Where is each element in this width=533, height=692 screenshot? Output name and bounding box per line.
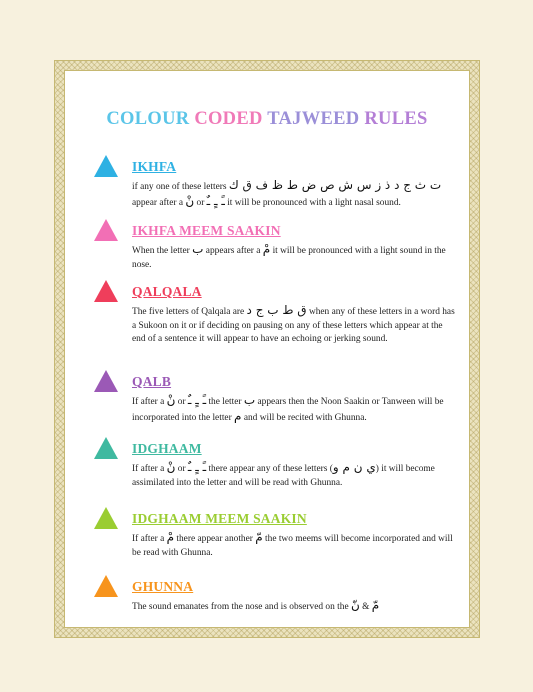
description-text: if any one of these letters [132, 182, 229, 192]
description-text: and will be recited with Ghunna. [241, 412, 367, 423]
rule-description [132, 461, 456, 490]
rule-title: QALB [132, 374, 172, 389]
arabic-letters: ب [243, 393, 256, 407]
title-word-2: CODED [194, 109, 263, 129]
description-text: it will be pronounced with a light sound in the nose. [132, 246, 446, 270]
page-title [65, 109, 469, 130]
rule-title: IDGHAAM MEEM SAAKIN [132, 511, 307, 526]
triangle-icon [94, 437, 118, 459]
arabic-letters: ـً ـٍ ـٌ [187, 393, 207, 407]
description-text: there appear any of these letters ( [206, 464, 333, 474]
title-word-3: TAJWEED [267, 109, 360, 129]
rule-description [132, 243, 456, 272]
rule-title: QALQALA [132, 284, 202, 299]
arabic-letters: م [234, 408, 242, 423]
description-text: or [175, 397, 188, 407]
rule-title: IKHFA [132, 159, 177, 174]
title-word-1: COLOUR [106, 109, 190, 129]
description-text: The five letters of Qalqala are [132, 307, 247, 317]
triangle-icon [94, 155, 118, 177]
rule-title: GHUNNA [132, 579, 194, 594]
rule-description [132, 394, 456, 425]
description-text: & [359, 602, 372, 612]
arabic-letters: نْ [185, 193, 195, 208]
description-text: The sound emanates from the nose and is observed on the [132, 602, 351, 612]
description-text: appear after a [132, 197, 186, 208]
rule-title: IDGHAAM [132, 441, 202, 456]
arabic-letters: ي ن م و [332, 460, 376, 474]
description-text: If after a [132, 534, 167, 544]
description-text: the letter [206, 397, 244, 407]
description-text: there appear another [174, 534, 256, 544]
arabic-letters: مْ [262, 242, 271, 256]
description-text: when any of these letters in a word has a Sukoon on it or if deciding on pausing on any of these letters which appear at the end of a sentence it will appear to have an echoing or jerking sound. [132, 307, 455, 344]
arabic-letters: مْ [166, 530, 175, 544]
title-word-4: RULES [364, 109, 428, 129]
arabic-letters: نْ [166, 460, 176, 474]
arabic-letters: نْ [166, 393, 176, 407]
arabic-letters: ق ط ب ج د [246, 303, 307, 317]
triangle-icon [94, 575, 118, 597]
rule-description [132, 531, 456, 560]
decorative-border-frame [54, 60, 480, 638]
description-text: or [194, 197, 207, 208]
description-text: it will be pronounced with a light nasal sound. [224, 197, 401, 208]
triangle-icon [94, 219, 118, 241]
arabic-letters: ـً ـٍ ـٌ [187, 460, 207, 474]
rule-description [132, 599, 456, 615]
description-text: If after a [132, 397, 167, 407]
description-text: or [175, 464, 188, 474]
arabic-letters: ـً ـٍ ـٌ [206, 193, 225, 208]
description-text: appears then the Noon Saakin or Tanween will be incorporated into the letter [132, 397, 444, 423]
description-text: appears after a [203, 246, 263, 256]
triangle-icon [94, 370, 118, 392]
rule-description [132, 304, 456, 347]
arabic-letters: ت ث ج د ذ ز س ش ص ض ط ظ ف ق ك [228, 178, 442, 192]
arabic-letters: مّ [255, 530, 263, 544]
rule-title: IKHFA MEEM SAAKIN [132, 223, 281, 238]
content-panel [64, 70, 470, 628]
description-text: ) it will become assimilated into the letter and will be read with Ghunna. [132, 464, 435, 488]
arabic-letters: نّ [350, 598, 360, 612]
description-text: the two meems will become incorporated and will be read with Ghunna. [132, 534, 453, 558]
rule-description [132, 179, 456, 210]
description-text: When the letter [132, 246, 193, 256]
description-text: If after a [132, 464, 167, 474]
triangle-icon [94, 280, 118, 302]
arabic-letters: مّ [371, 598, 380, 612]
triangle-icon [94, 507, 118, 529]
arabic-letters: ب [192, 242, 204, 256]
